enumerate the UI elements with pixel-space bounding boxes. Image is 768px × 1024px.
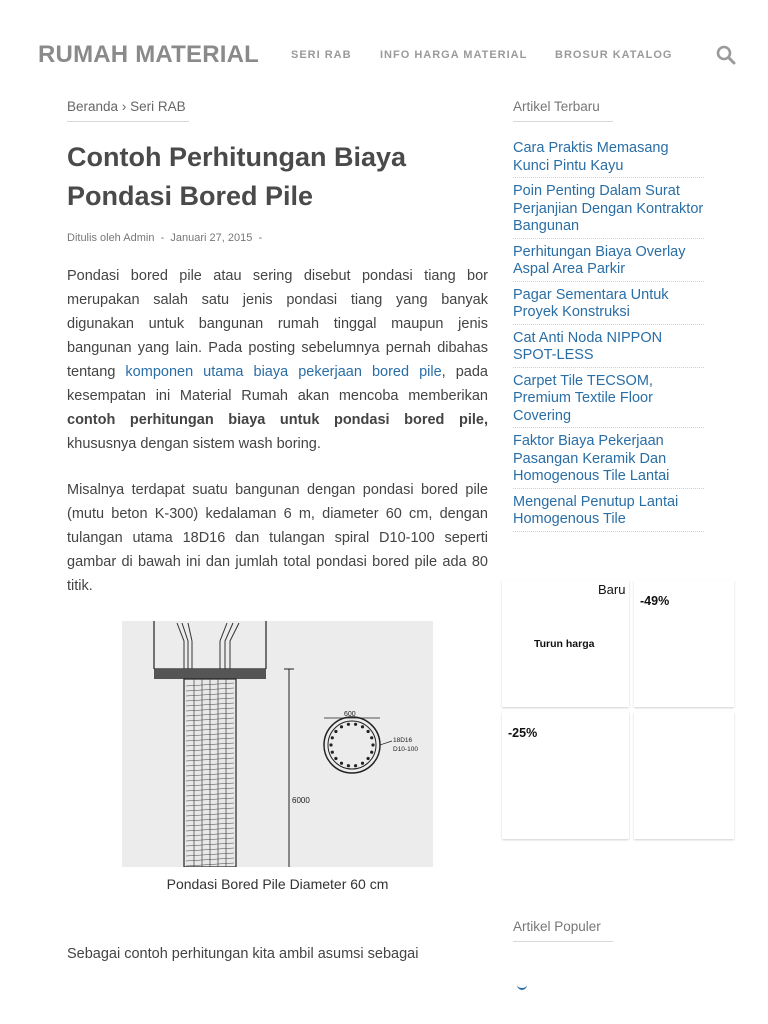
ad-product-card[interactable] xyxy=(502,580,629,707)
nav-brosur-katalog[interactable]: BROSUR KATALOG xyxy=(555,49,673,61)
meta-separator-2: - xyxy=(258,232,263,244)
recent-article-link[interactable]: Faktor Biaya Pekerjaan Pasangan Keramik Dan Homogenous Tile Lantai xyxy=(513,433,670,484)
breadcrumb-current[interactable]: Seri RAB xyxy=(130,99,186,114)
paragraph-text: , pada kesempatan ini Material Rumah akan mencoba memberikan xyxy=(67,364,488,404)
article-paragraph-2: Misalnya terdapat suatu bangunan dengan pondasi bored pile (mutu beton K-300) kedalaman 6 m, diameter 60 cm, dengan tulangan utama 18D16 dan tulangan spiral D10-100 seperti gambar di bawah ini dan jumlah total pondasi bored pile ada 80 titik. xyxy=(67,482,488,594)
list-item xyxy=(513,287,704,325)
paragraph-text: Pondasi bored pile atau sering disebut pondasi tiang bor merupakan salah satu jenis pondasi tiang yang banyak digunakan untuk bangunan rumah tinggal maupun jenis bangunan yang lain. Pada posting sebelumnya pernah dibahas tentang xyxy=(67,268,488,380)
list-item xyxy=(513,140,704,178)
recent-article-link[interactable]: Carpet Tile TECSOM, Premium Textile Floor Covering xyxy=(513,372,653,424)
recent-article-link[interactable]: Cat Anti Noda NIPPON SPOT-LESS xyxy=(513,329,663,363)
meta-separator: - xyxy=(160,232,165,244)
ad-product-card[interactable] xyxy=(502,712,629,839)
loading-indicator xyxy=(517,984,527,990)
site-header xyxy=(0,0,768,110)
recent-heading-divider xyxy=(513,121,613,122)
page-title: Contoh Perhitungan Biaya Pondasi Bored Pile xyxy=(67,142,407,211)
diameter-label: 600 xyxy=(344,711,356,718)
search-icon[interactable] xyxy=(716,45,736,65)
author-link[interactable]: Admin xyxy=(123,232,155,244)
ad-product-card[interactable] xyxy=(634,712,734,839)
article-paragraph-1 xyxy=(67,264,488,456)
spiral-rebar-label: D10-100 xyxy=(393,746,418,753)
ad-widget[interactable] xyxy=(502,580,734,840)
recent-article-link[interactable]: Cara Praktis Memasang Kunci Pintu Kayu xyxy=(513,140,669,174)
figure-caption: Pondasi Bored Pile Diameter 60 cm xyxy=(166,876,389,892)
list-item xyxy=(513,183,704,239)
post-meta xyxy=(67,232,262,244)
list-item xyxy=(513,244,704,282)
nav-info-harga-material[interactable]: INFO HARGA MATERIAL xyxy=(380,49,528,61)
list-item xyxy=(513,373,704,429)
new-badge: Baru xyxy=(598,582,626,597)
recent-article-link[interactable]: Pagar Sementara Untuk Proyek Konstruksi xyxy=(513,286,669,320)
discount-badge: -49% xyxy=(640,594,670,608)
list-item xyxy=(513,433,704,489)
price-drop-label: Turun harga xyxy=(534,638,595,650)
depth-label: 6000 xyxy=(292,796,310,805)
breadcrumb-divider xyxy=(67,121,189,122)
bored-pile-diagram xyxy=(122,621,433,867)
recent-article-link[interactable]: Poin Penting Dalam Surat Perjanjian Dengan Kontraktor Bangunan xyxy=(513,183,704,234)
recent-articles-heading: Artikel Terbaru xyxy=(513,99,600,114)
popular-articles-heading: Artikel Populer xyxy=(513,919,601,934)
site-logo[interactable]: RUMAH MATERIAL xyxy=(38,41,259,68)
post-date: Januari 27, 2015 xyxy=(170,232,253,244)
bored-pile-drawing xyxy=(122,621,433,867)
author-prefix: Ditulis oleh xyxy=(67,232,121,244)
link-komponen-biaya[interactable]: komponen utama biaya pekerjaan bored pile xyxy=(125,364,442,380)
paragraph-text: khususnya dengan sistem wash boring. xyxy=(67,436,321,452)
list-item xyxy=(513,494,704,532)
list-item xyxy=(513,330,704,368)
recent-article-link[interactable]: Mengenal Penutup Lantai Homogenous Tile xyxy=(513,493,679,527)
ad-product-card[interactable] xyxy=(634,580,734,707)
breadcrumb-separator: › xyxy=(121,99,127,114)
paragraph-bold-text: contoh perhitungan biaya untuk pondasi bored pile, xyxy=(67,412,488,428)
popular-heading-divider xyxy=(513,941,613,942)
breadcrumb-home[interactable]: Beranda xyxy=(67,99,119,114)
recent-articles-list xyxy=(513,140,704,537)
main-rebar-label: 18D16 xyxy=(393,737,413,744)
nav-seri-rab[interactable]: SERI RAB xyxy=(291,49,352,61)
recent-article-link[interactable]: Perhitungan Biaya Overlay Aspal Area Parkir xyxy=(513,243,686,277)
discount-badge: -25% xyxy=(508,726,538,740)
breadcrumb xyxy=(67,99,186,114)
article-paragraph-3: Sebagai contoh perhitungan kita ambil asumsi sebagai xyxy=(67,946,419,962)
